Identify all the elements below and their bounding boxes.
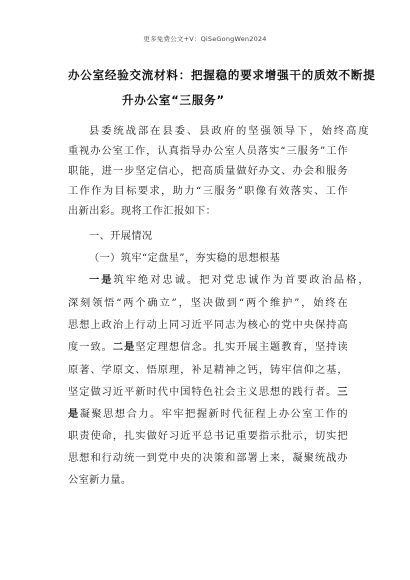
content-text: 坚定做习近平新时代中国特色社会主义思想的践行者。 (68, 387, 338, 398)
intro-line: 职能，进一步坚定信心，把高质量做好办文、办会和服务 (68, 166, 348, 177)
intro-line: 工作作为目标要求，助力“三服务”职像有效落实、工作 (68, 186, 348, 197)
subsection-heading: （一）筑牢“定盘星”，夯实稳的思想根基 (89, 253, 281, 264)
content-line (68, 408, 348, 422)
content-text: 凝聚思想合力。牢牢把握新时代征程上办公室工作的 (79, 409, 348, 420)
header-note: 更多免费公文+V：QiSeGongWen2024 (143, 35, 267, 43)
content-line: 公室新力量。 (68, 475, 132, 486)
content-line: 深刻领悟“两个确立”，坚决做到“两个维护”，始终在 (68, 298, 348, 309)
content-text: 筑牢绝对忠诚。把对党忠诚作为首要政治品格， (113, 275, 369, 286)
document-title-line-2: 升办公室“三服务” (122, 93, 225, 107)
content-line (68, 274, 369, 288)
content-line: 职责使命，扎实做好习近平总书记重要指示批示，切实把 (68, 431, 348, 442)
content-line: 思想和行动统一到党中央的决策和部署上来，凝聚统战办 (68, 453, 348, 464)
intro-line: 重视办公室工作，认真指导办公室人员落实“三服务”工作 (68, 146, 348, 157)
lead-marker: 是 (68, 409, 80, 420)
content-text: 度一致。 (68, 342, 113, 353)
intro-line: 出新出彩。现将工作汇报如下： (68, 206, 217, 217)
intro-line: 县委统战部在县委、县政府的坚强领导下，始终高度 (89, 126, 369, 137)
lead-marker: 二是 (112, 342, 136, 353)
content-line (68, 341, 348, 355)
content-line: 思想上政治上行动上同习近平同志为核心的党中央保持高 (68, 320, 348, 331)
section-heading: 一、开展情况 (89, 231, 153, 242)
lead-marker: 三 (337, 387, 348, 398)
lead-marker: 一是 (89, 275, 114, 286)
document-title-line-1: 办公室经验交流材料：把握稳的要求增强干的质效不断提 (68, 68, 376, 82)
content-line (68, 386, 348, 400)
content-text: 坚定理想信念。扎实开展主题教育，坚持读 (135, 342, 348, 353)
content-line: 原著、学原文、悟原理，补足精神之钙，铸牢信仰之基， (68, 365, 348, 376)
